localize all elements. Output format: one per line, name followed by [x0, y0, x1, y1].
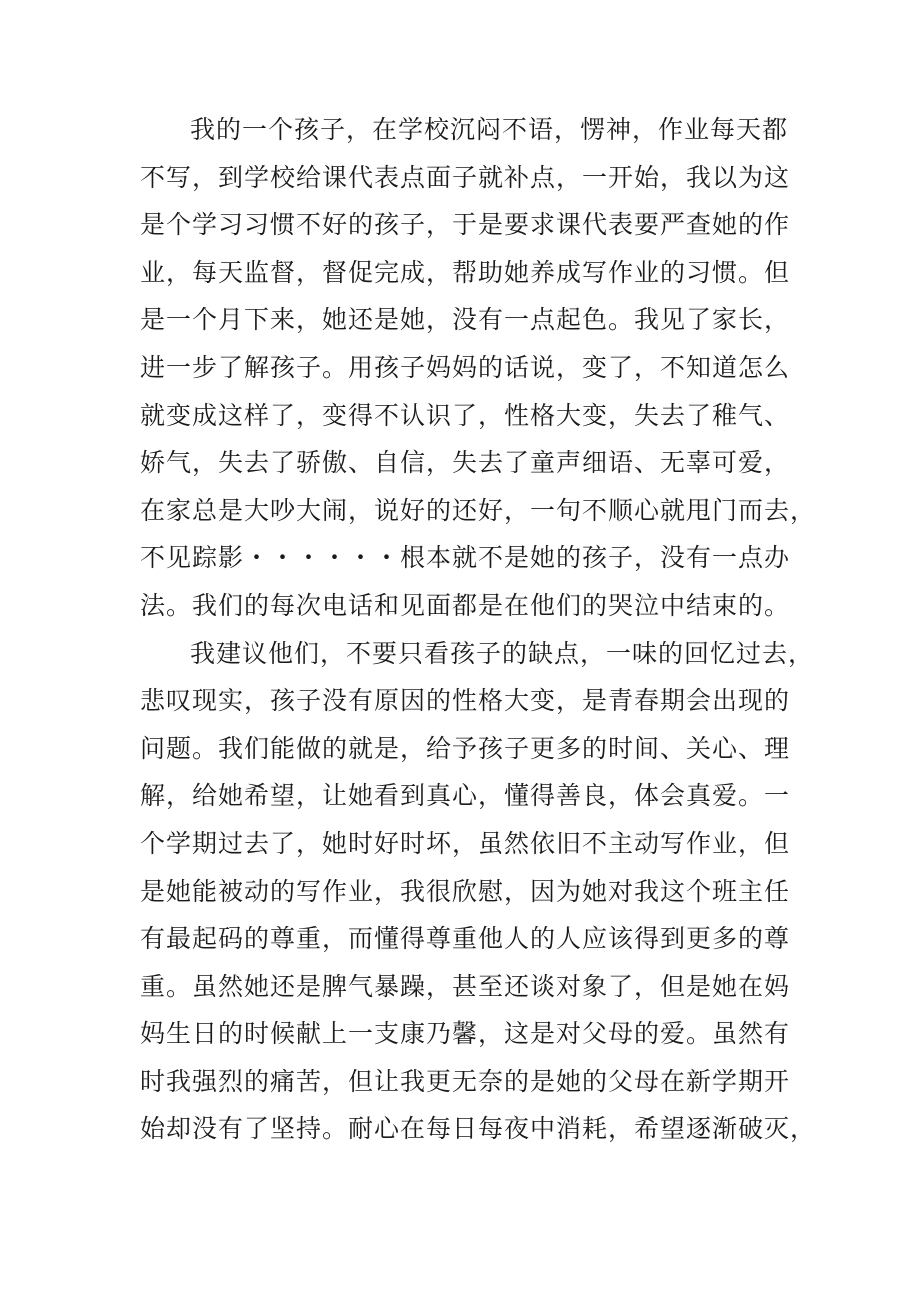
paragraph-line: 我建议他们，不要只看孩子的缺点，一味的回忆过去，	[190, 638, 815, 668]
paragraph-line: 悲叹现实，孩子没有原因的性格大变，是青春期会出现的	[140, 686, 791, 716]
paragraph-1	[140, 106, 817, 630]
paragraph-line: 时我强烈的痛苦，但让我更无奈的是她的父母在新学期开	[140, 1066, 791, 1096]
document-body	[140, 106, 817, 1153]
paragraph-line: 个学期过去了，她时好时坏，虽然依旧不主动写作业，但	[140, 828, 791, 858]
paragraph-2	[140, 630, 817, 1154]
paragraph-line: 有最起码的尊重，而懂得尊重他人的人应该得到更多的尊	[140, 924, 791, 954]
paragraph-line: 不见踪影・・・・・・根本就不是她的孩子，没有一点办	[140, 543, 791, 573]
paragraph-line: 就变成这样了，变得不认识了，性格大变，失去了稚气、	[140, 400, 791, 430]
paragraph-line: 是她能被动的写作业，我很欣慰，因为她对我这个班主任	[140, 876, 791, 906]
paragraph-line: 问题。我们能做的就是，给予孩子更多的时间、关心、理	[140, 733, 791, 763]
paragraph-line: 娇气，失去了骄傲、自信，失去了童声细语、无辜可爱，	[140, 448, 791, 478]
paragraph-line: 重。虽然她还是脾气暴躁，甚至还谈对象了，但是她在妈	[140, 971, 791, 1001]
paragraph-line: 业，每天监督，督促完成，帮助她养成写作业的习惯。但	[140, 257, 791, 287]
paragraph-line: 妈生日的时候献上一支康乃馨，这是对父母的爱。虽然有	[140, 1019, 791, 1049]
paragraph-line: 法。我们的每次电话和见面都是在他们的哭泣中结束的。	[140, 590, 791, 620]
paragraph-line: 不写，到学校给课代表点面子就补点，一开始，我以为这	[140, 162, 791, 192]
paragraph-line: 我的一个孩子，在学校沉闷不语，愣神，作业每天都	[190, 115, 789, 144]
paragraph-line: 是个学习习惯不好的孩子，于是要求课代表要严查她的作	[140, 210, 791, 240]
paragraph-line: 进一步了解孩子。用孩子妈妈的话说，变了，不知道怎么	[140, 352, 791, 382]
paragraph-line: 始却没有了坚持。耐心在每日每夜中消耗，希望逐渐破灭，	[140, 1114, 817, 1144]
paragraph-line: 是一个月下来，她还是她，没有一点起色。我见了家长，	[140, 305, 791, 335]
paragraph-line: 解，给她希望，让她看到真心，懂得善良，体会真爱。一	[140, 781, 791, 811]
paragraph-line: 在家总是大吵大闹，说好的还好，一句不顺心就甩门而去，	[140, 495, 817, 525]
